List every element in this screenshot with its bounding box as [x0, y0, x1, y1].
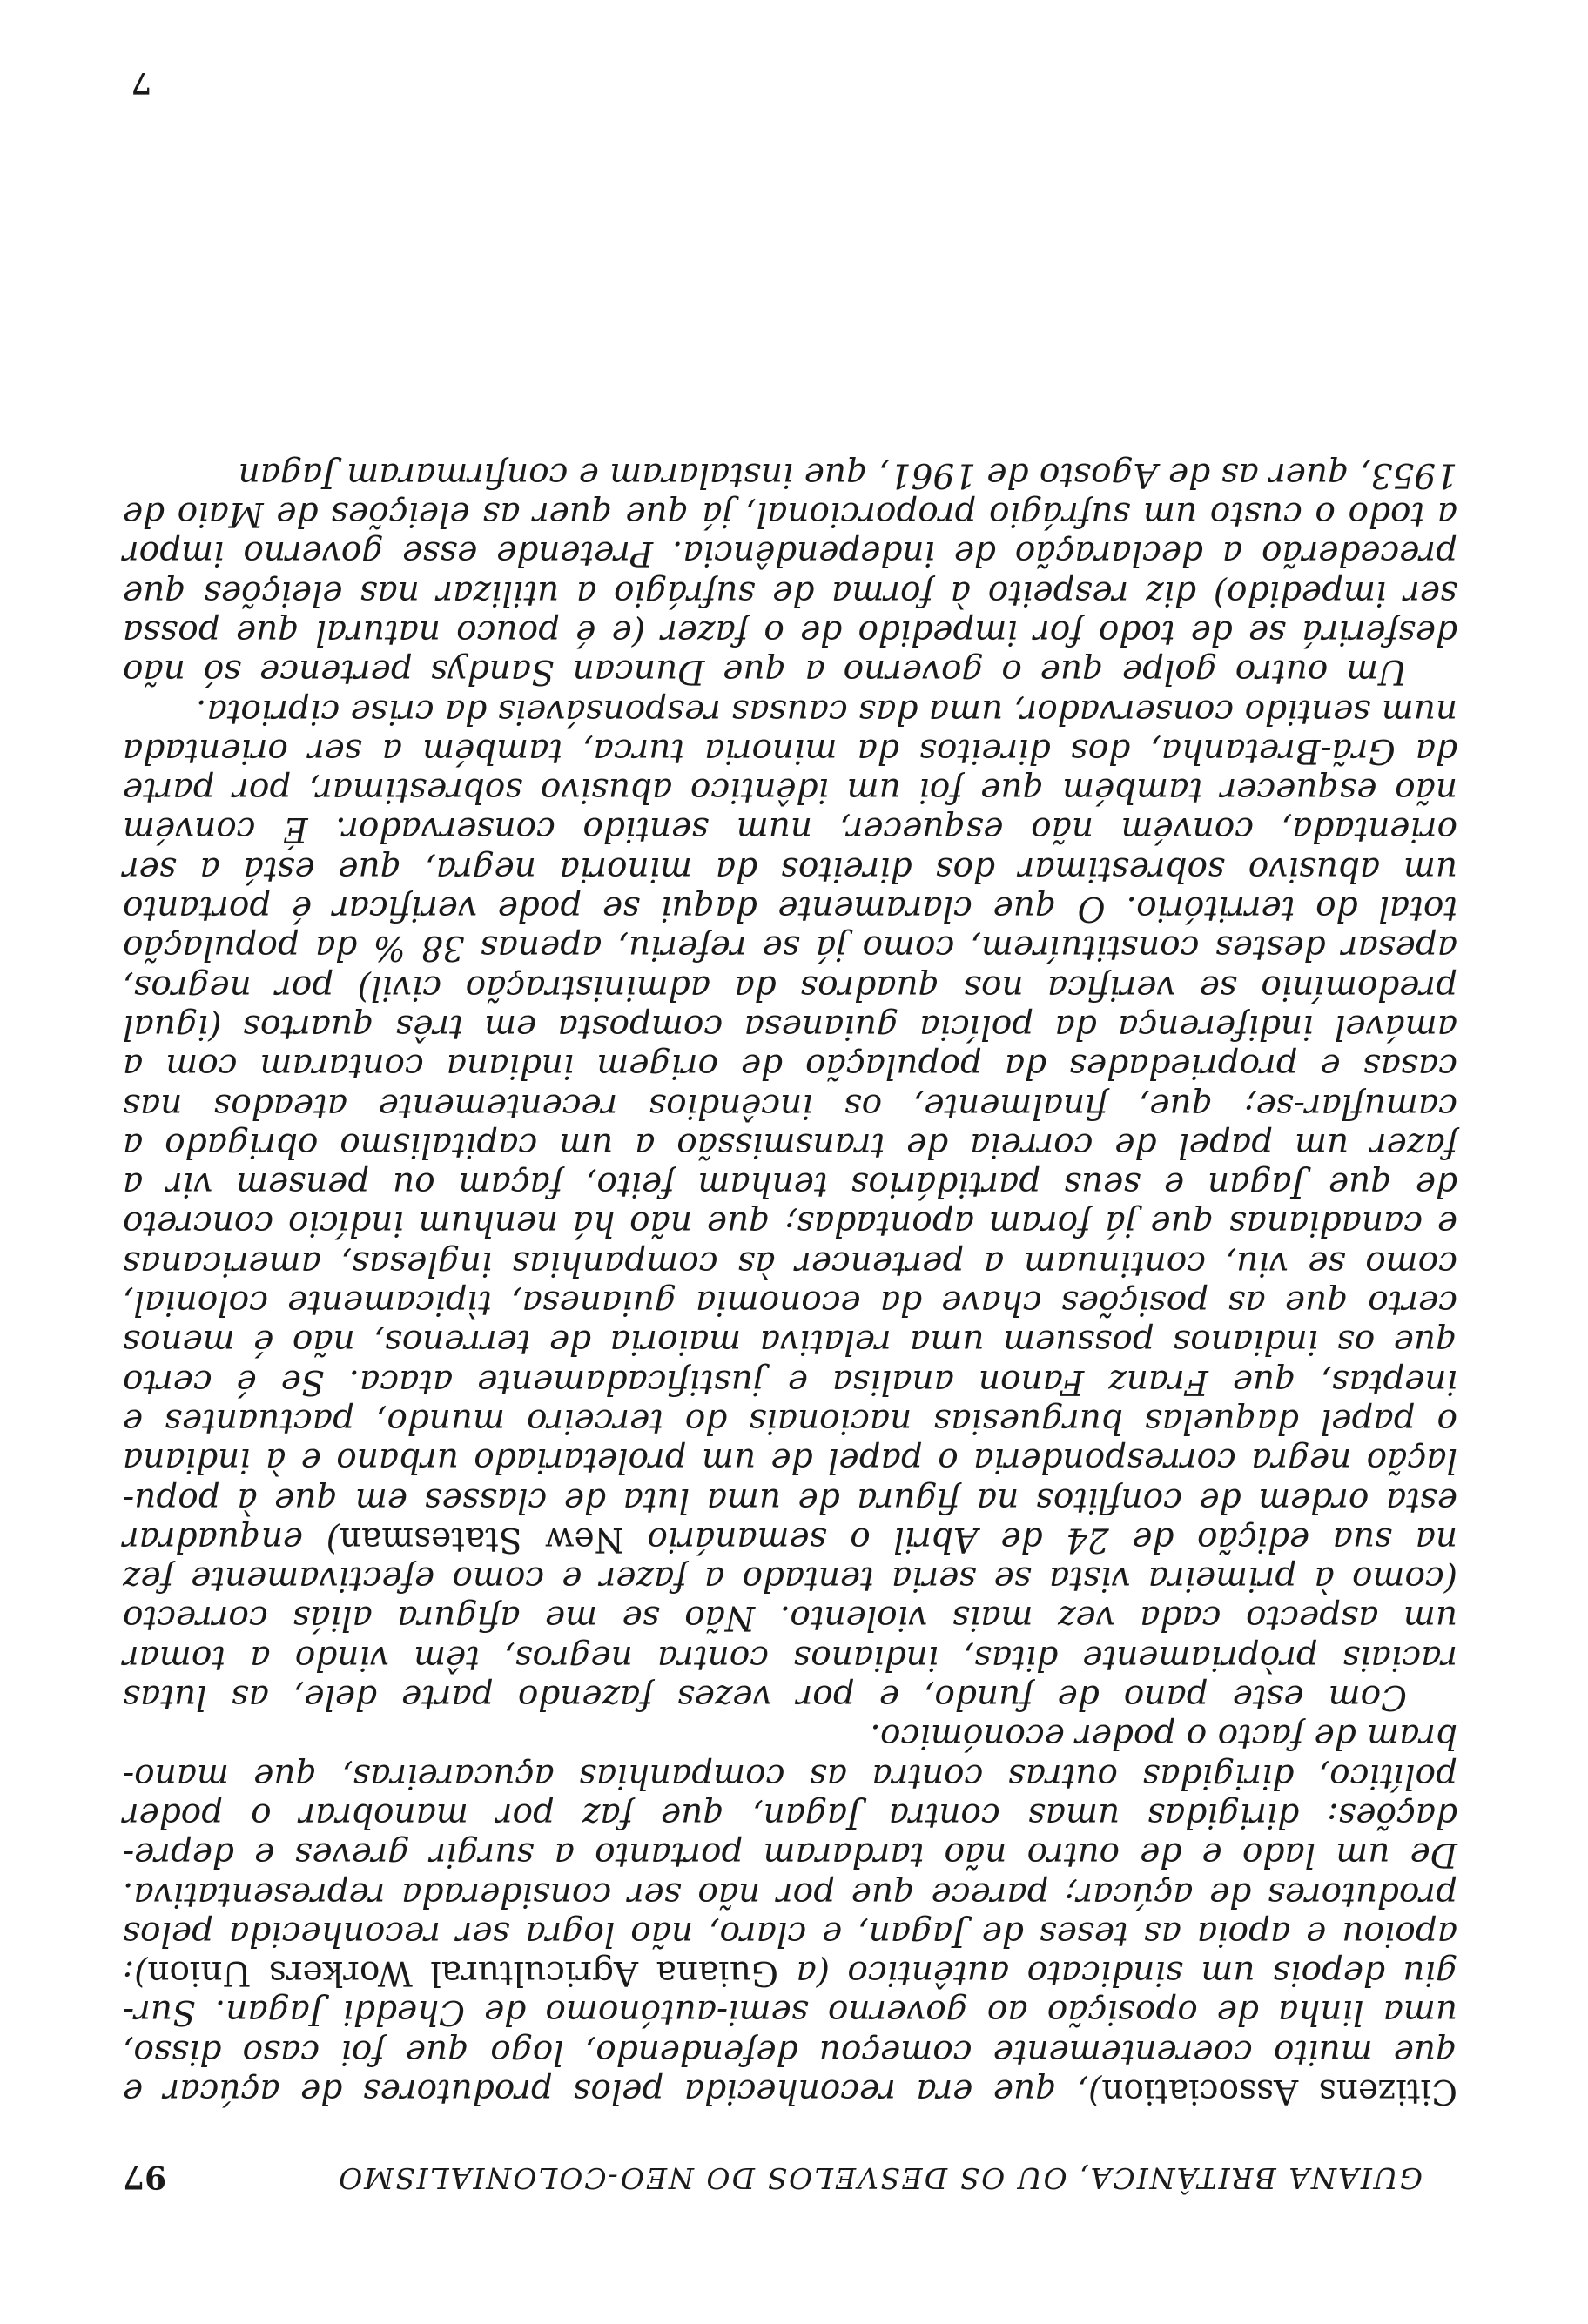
text-line: orientada, convém não esquecer, num sentido conservador. É convém	[123, 809, 1457, 850]
text-line: e canadianas que já foram apontadas; que não há nenhum indício concreto	[123, 1204, 1457, 1244]
page-number: 97	[123, 2159, 167, 2195]
text-line: a todo o custo um sufrágio proporcional, já que quer as eleições de Maio de	[123, 494, 1457, 534]
text-line: político, dirigidas outras contra as companhias açucareiras, que mano-	[123, 1756, 1457, 1796]
text-line: como se viu, continuam a pertencer às companhias inglesas, americanas	[123, 1243, 1457, 1283]
text-line: predomínio se verifica nos quadros da administração civil) por negros,	[123, 967, 1457, 1007]
text-line: bram de facto o poder económico.	[870, 1716, 1457, 1756]
text-line: De um lado e de outro não tardaram portanto a surgir greves e depre-	[123, 1835, 1457, 1875]
text-line: raciais pròpriamente ditas, indianos contra negros, têm vindo a tomar	[123, 1637, 1457, 1677]
text-line: 1953, quer as de Agosto de 1961, que instalaram e confirmaram Jagan	[238, 454, 1457, 494]
text-line: fazer um papel de correia de transmissão a um capitalismo obrigado a	[123, 1125, 1457, 1165]
text-line: Com este pano de fundo, e por vezes fazendo parte dele, as lutas	[123, 1677, 1407, 1717]
text-line: giu depois um sindicato autêntico (a Guiana Agricultural Workers Union):	[123, 1953, 1457, 1993]
page-header	[123, 2143, 1423, 2195]
text-line: na sua edição de 24 de Abril o semanário New Statesman) enquadrar	[123, 1519, 1457, 1559]
text-line: amável indiferença da polícia guianesa composta em três quartos (igual	[123, 1006, 1457, 1046]
text-line: não esquecer também que foi um idêntico abusivo sobrestimar, por parte	[123, 770, 1457, 810]
text-line: produtores de açúcar; parece que por não ser considerada representativa.	[123, 1874, 1457, 1914]
text-line: total do território. O que claramente daqui se pode verificar é portanto	[123, 889, 1457, 929]
text-line: desferirá se de todo for impedido de o fazer (e é pouco natural que possa	[123, 613, 1457, 653]
text-line: o papel daquelas burguesias nacionais do terceiro mundo, pactuantes e	[123, 1400, 1457, 1441]
running-head: GUIANA BRITÂNICA, OU OS DESVELOS DO NEO-COLONIALISMO	[337, 2161, 1423, 2195]
text-line: precederão a declaração de independência. Pretende esse governo impor	[123, 534, 1457, 574]
text-line: lação negra corresponderia o papel de um proletariado urbano e à indiana	[123, 1441, 1457, 1481]
text-line: num sentido conservador, uma das causas responsáveis da crise cipriota.	[196, 691, 1457, 731]
text-line: esta ordem de conflitos na figura de uma luta de classes em que à popu-	[123, 1480, 1457, 1520]
text-line: um aspecto cada vez mais violento. Não se me afigura aliás correcto	[123, 1598, 1457, 1638]
text-line: que os indianos possuem uma relativa maioria de terrenos, não é menos	[123, 1322, 1457, 1362]
body-text	[123, 455, 1457, 2111]
paragraph	[123, 455, 1457, 692]
paragraph	[123, 691, 1457, 1716]
text-line: casas e propriedades da população de origem indiana contaram com a	[123, 1046, 1457, 1086]
text-line: apesar destes constituírem, como já se referiu, apenas 38 % da população	[123, 928, 1457, 968]
text-line: (como à primeira vista se seria tentado a fazer e como efectivamente fez	[123, 1559, 1457, 1599]
text-line: Citizens Association), que era reconhecida pelos produtores de açúcar e	[123, 2072, 1457, 2111]
text-line: uma linha de oposição ao governo semi-autónomo de Cheddi Jagan. Sur-	[123, 1992, 1457, 2032]
paragraph	[123, 1716, 1457, 2111]
text-line: camuflar-se; que, finalmente, os incêndios recentemente ateados nas	[123, 1085, 1457, 1125]
text-line: que muito coerentemente começou defendendo, logo que foi caso disso,	[123, 2032, 1457, 2072]
text-line: da Grã-Bretanha, dos direitos da minoria turca, também a ser orientada	[123, 730, 1457, 770]
text-line: um abusivo sobrestimar dos direitos da minoria negra, que está a ser	[123, 849, 1457, 889]
text-line: dações: dirigidas umas contra Jagan, que faz por manobrar o poder	[123, 1795, 1457, 1835]
text-line: de que Jagan e seus partidários tenham feito, façam ou pensem vir a	[123, 1165, 1457, 1205]
text-line: apoiou e apoia as teses de Jagan, e claro, não logra ser reconhecida pelos	[123, 1913, 1457, 1953]
text-line: Um outro golpe que o governo a que Duncan Sandys pertence só não	[123, 652, 1407, 692]
text-line: ser impedido) diz respeito à forma de sufrágio a utilizar nas eleições que	[123, 573, 1457, 613]
text-line: certo que as posições chave da economia guianesa, tìpicamente colonial,	[123, 1283, 1457, 1323]
text-line: ineptas, que Franz Fanon analisa e justificadamente ataca. Se é certo	[123, 1361, 1457, 1401]
signature-mark: 7	[131, 65, 151, 100]
